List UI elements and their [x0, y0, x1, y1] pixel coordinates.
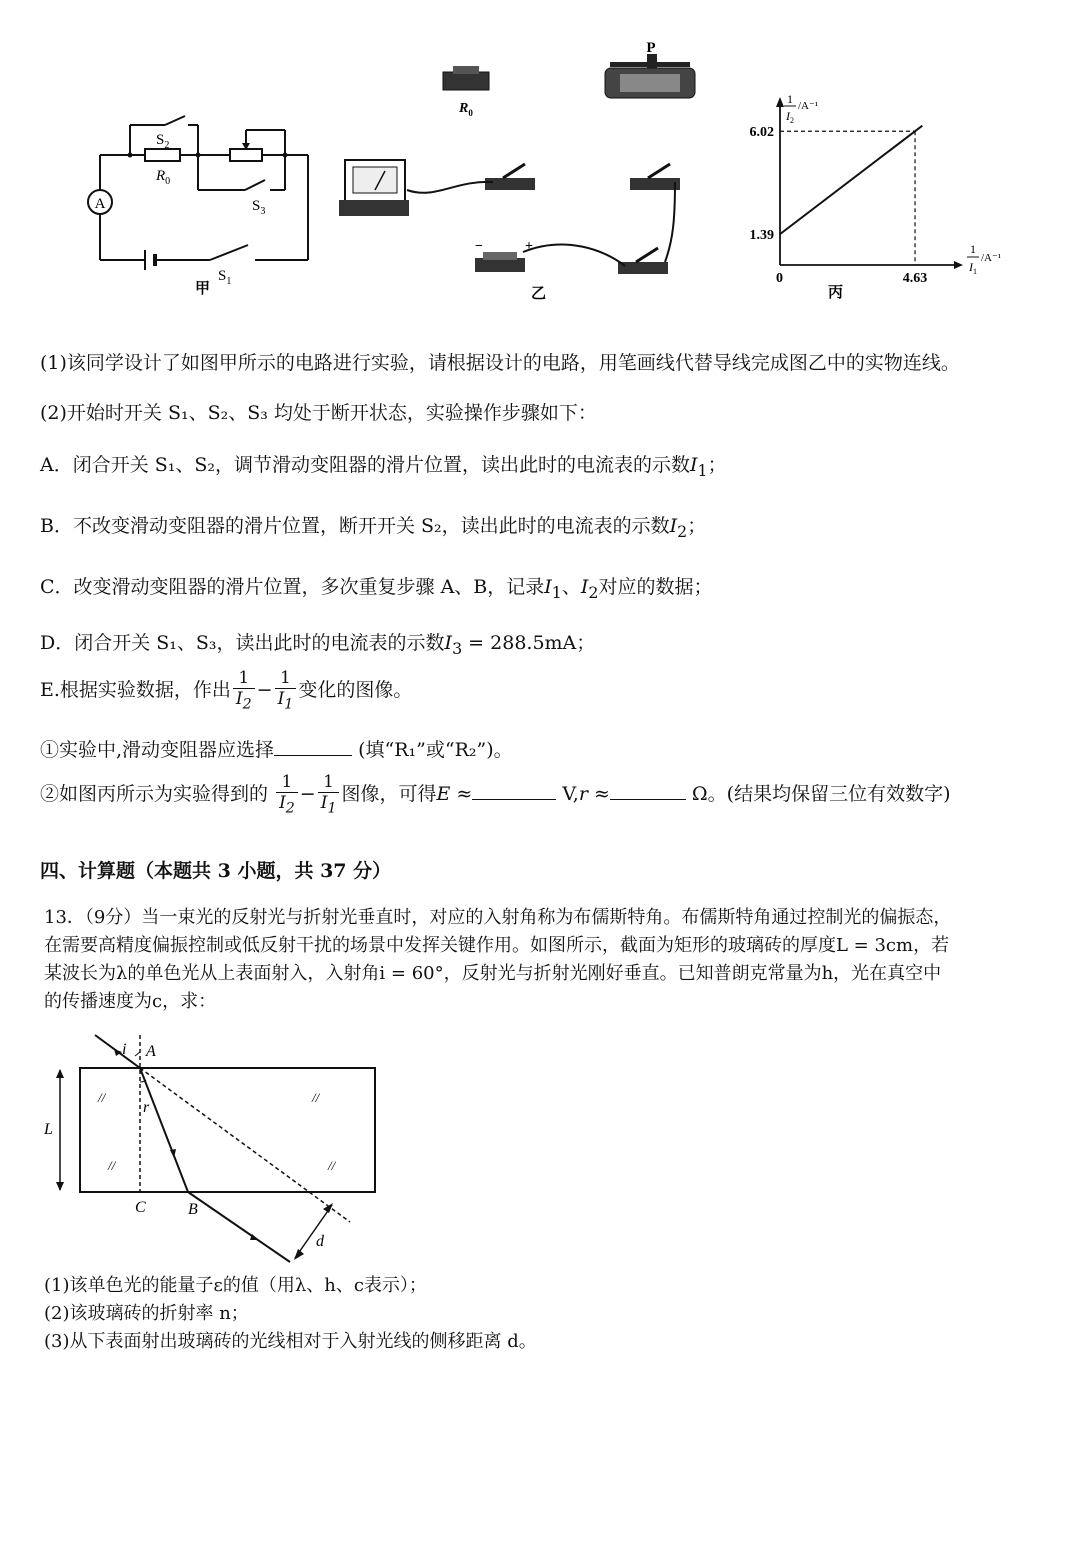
question-13-part-1: (1)该单色光的能量子ε的值（用λ、h、c表示）； — [44, 1275, 427, 1296]
x-axis-label — [967, 242, 1001, 276]
svg-text:I2: $I_2$ — [786, 109, 794, 125]
shift-d-label: d — [316, 1233, 324, 1250]
figure-caption-bing: 丙 — [828, 285, 844, 301]
sub-question-2: ②如图丙所示为实验得到的 $\frac{1}{I_2}$ − $\frac{1}{I_1}$ 图像，可得E ≈ V,r ≈ Ω。(结果均保留三位有效数字) — [40, 772, 951, 817]
s2-label: $S_2$ — [156, 132, 170, 151]
switch-device-1 — [485, 164, 535, 190]
resistor-r0-device — [443, 66, 489, 118]
answer-blank-resistance[interactable] — [610, 781, 686, 800]
fraction-1-over-i1-b: $\frac{1}{I_1}$ — [318, 772, 340, 818]
question-13-parts — [44, 1272, 1044, 1356]
svg-text:−: − — [475, 239, 483, 254]
svg-text:I1: $I_1$ — [969, 260, 977, 276]
svg-text:/A⁻¹: /A⁻¹ — [798, 100, 819, 112]
apparatus-figure-yi — [335, 40, 715, 305]
angle-i-label: i — [122, 1041, 127, 1058]
switch-device-3 — [618, 248, 668, 274]
battery-device — [475, 239, 533, 272]
angle-r-label: r — [143, 1099, 150, 1116]
sliding-rheostat-device — [605, 40, 695, 98]
y-axis-label — [784, 92, 818, 125]
thickness-l-label: L — [44, 1121, 53, 1138]
figure-caption-yi: 乙 — [531, 286, 547, 302]
answer-blank-emf[interactable] — [472, 781, 556, 800]
point-c-label: C — [135, 1199, 146, 1216]
graph-bing — [730, 85, 1020, 305]
step-d: D．闭合开关 S₁、S₃，读出此时的电流表的示数$I_3 = 288.5mA$； — [40, 632, 596, 658]
ammeter-label: A — [94, 196, 106, 212]
y-tick-label: 1.39 — [749, 228, 774, 244]
svg-text:+: + — [525, 239, 533, 254]
glass-hatch: // — [108, 1158, 116, 1173]
ammeter-device — [339, 160, 409, 216]
glass-hatch: // — [98, 1090, 106, 1105]
step-c: C．改变滑动变阻器的滑片位置，多次重复步骤 A、B，记录$I_1$、$I_2$对应的数据； — [40, 576, 713, 602]
switch-device-2 — [630, 164, 680, 190]
origin-label: 0 — [776, 271, 783, 286]
svg-text:1: 1 — [787, 92, 793, 106]
svg-text:/A⁻¹: /A⁻¹ — [981, 252, 1002, 264]
answer-blank-rheostat[interactable] — [274, 737, 352, 756]
circuit-diagram-jia — [80, 110, 320, 300]
fraction-1-over-i2: $\frac{1}{I_2}$ — [233, 668, 255, 714]
glass-brick-figure — [40, 1030, 380, 1270]
point-a-label: A — [146, 1043, 156, 1060]
r0-label: $R_0$ — [156, 168, 171, 187]
refracted-ray — [140, 1068, 188, 1192]
step-b: B．不改变滑动变阻器的滑片位置，断开开关 S₂，读出此时的电流表的示数$I_2$； — [40, 515, 707, 541]
section-4-heading: 四、计算题（本题共 3 小题，共 37 分） — [40, 860, 392, 882]
glass-hatch: // — [312, 1090, 320, 1105]
fraction-1-over-i2-b: $\frac{1}{I_2}$ — [276, 772, 298, 818]
point-b-label: B — [188, 1201, 198, 1218]
emergent-ray — [188, 1192, 290, 1262]
question-1: (1)该同学设计了如图甲所示的电路进行实验，请根据设计的电路，用笔画线代替导线完成图乙中的实物连线。 — [40, 352, 960, 374]
figure-caption-jia: 甲 — [195, 281, 211, 297]
question-13-part-2: (2)该玻璃砖的折射率 n； — [44, 1303, 249, 1324]
glass-brick — [80, 1068, 375, 1192]
svg-text:P: P — [646, 40, 656, 56]
y-tick-label: 6.02 — [749, 125, 774, 141]
sub-question-1: ①实验中,滑动变阻器应选择 (填“R₁”或“R₂”)。 — [40, 739, 513, 761]
question-13-part-3: (3)从下表面射出玻璃砖的光线相对于入射光线的侧移距离 d。 — [44, 1331, 537, 1352]
data-line — [780, 126, 922, 234]
fraction-1-over-i1: $\frac{1}{I_1}$ — [275, 668, 297, 714]
x-tick-label: 4.63 — [902, 271, 928, 286]
s3-label: $S_3$ — [252, 198, 266, 217]
question-2: (2)开始时开关 S₁、S₂、S₃ 均处于断开状态，实验操作步骤如下： — [40, 402, 597, 424]
svg-text:1: 1 — [970, 242, 976, 256]
step-a: A．闭合开关 S₁、S₂，调节滑动变阻器的滑片位置，读出此时的电流表的示数$I_1$； — [40, 454, 727, 480]
glass-hatch: // — [328, 1158, 336, 1173]
step-e: E.根据实验数据，作出 $\frac{1}{I_2}$ − $\frac{1}{I_1}$ 变化的图像。 — [40, 668, 413, 713]
svg-text:R0: $R_0$ — [459, 101, 473, 118]
question-13-text: 13．（9分）当一束光的反射光与折射光垂直时，对应的入射角称为布儒斯特角。布儒斯特角通过控制光的偏振态， 在需要高精度偏振控制或低反射干扰的场景中发挥关键作用。如图所示，截面为矩形的玻璃砖的厚度L = 3cm，若 某波长为λ的单色光从上表面射入，入射角i = 60°，反射光与折射光刚好垂直。已知普朗克常量为h，光在真空中 的传播速度为c，求： — [44, 907, 952, 1012]
shift-distance-arrow — [295, 1205, 332, 1258]
s1-label: $S_1$ — [218, 268, 232, 287]
